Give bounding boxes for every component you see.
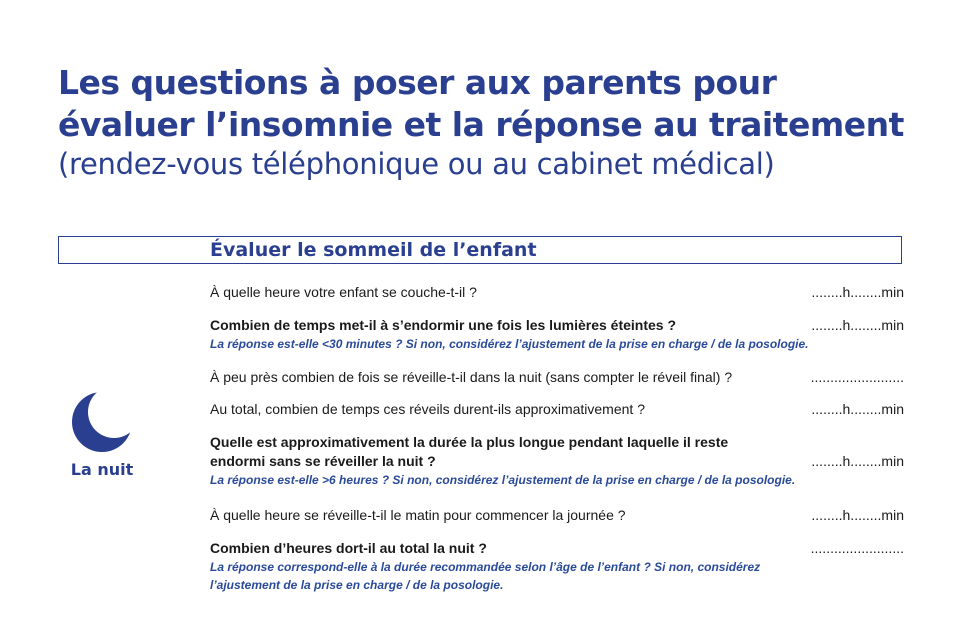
question-text: À quelle heure votre enfant se couche-t-il ? — [210, 284, 477, 300]
section-title: Évaluer le sommeil de l’enfant — [210, 239, 537, 261]
question-hint-line-2: l’ajustement de la prise en charge / de la posologie. — [210, 578, 504, 592]
question-row — [210, 368, 904, 387]
answer-field[interactable]: ........h........min — [811, 284, 904, 300]
answer-field[interactable]: ........h........min — [811, 401, 904, 417]
night-label: La nuit — [70, 460, 134, 479]
page-title — [58, 62, 938, 182]
question-text: Au total, combien de temps ces réveils durent-ils approximativement ? — [210, 401, 645, 417]
question-text-line-2: endormi sans se réveiller la nuit ? — [210, 453, 436, 469]
question-text: À quelle heure se réveille-t-il le matin pour commencer la journée ? — [210, 507, 626, 523]
question-row — [210, 316, 904, 353]
night-block — [60, 390, 144, 479]
title-line-2: évaluer l’insomnie et la réponse au traitement — [58, 105, 904, 144]
answer-field[interactable]: ........h........min — [811, 507, 904, 523]
question-hint: La réponse est-elle >6 heures ? Si non, considérez l’ajustement de la prise en charge / de la posologie. — [210, 473, 796, 487]
answer-field[interactable]: ........................ — [810, 369, 904, 385]
answer-field[interactable]: ........h........min — [811, 453, 904, 469]
title-line-1: Les questions à poser aux parents pour — [58, 63, 777, 102]
question-text: Combien de temps met-il à s’endormir une fois les lumières éteintes ? — [210, 317, 677, 333]
question-row — [210, 283, 904, 302]
question-text: Combien d’heures dort-il au total la nuit ? — [210, 540, 487, 556]
question-text-line-1: Quelle est approximativement la durée la plus longue pendant laquelle il reste — [210, 434, 729, 450]
question-hint-line-1: La réponse correspond-elle à la durée recommandée selon l’âge de l’enfant ? Si non, considérez — [210, 560, 761, 574]
question-text: À peu près combien de fois se réveille-t-il dans la nuit (sans compter le réveil final) ? — [210, 369, 733, 385]
answer-field[interactable]: ........................ — [810, 540, 904, 556]
answer-field[interactable]: ........h........min — [811, 317, 904, 333]
crescent-moon-icon — [70, 390, 134, 454]
question-row — [210, 433, 904, 489]
question-row — [210, 400, 904, 419]
title-subtitle: (rendez-vous téléphonique ou au cabinet médical) — [58, 147, 775, 181]
question-row — [210, 506, 904, 525]
question-row — [210, 539, 904, 594]
question-hint: La réponse est-elle <30 minutes ? Si non, considérez l’ajustement de la prise en charge / de la posologie. — [210, 337, 809, 351]
